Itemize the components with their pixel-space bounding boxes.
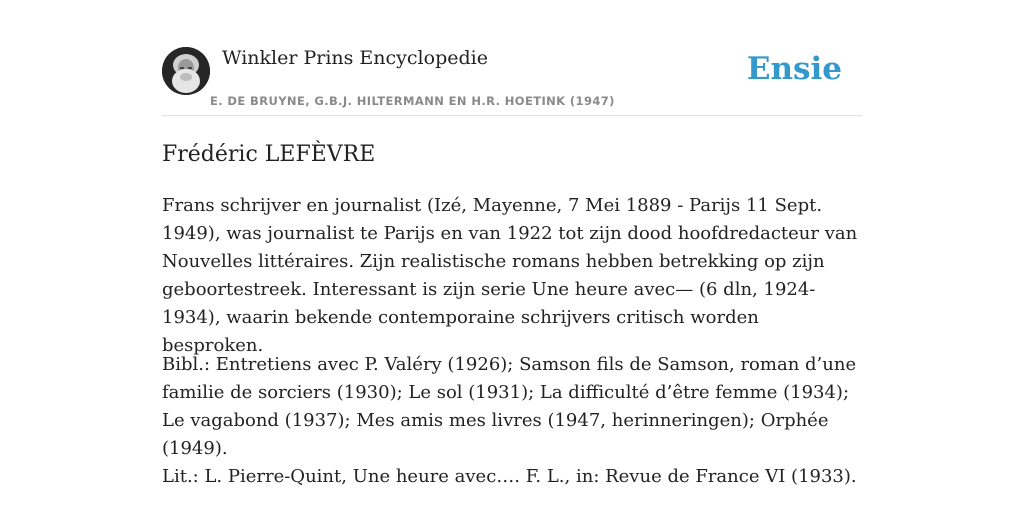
- article-paragraph-description: Frans schrijver en journalist (Izé, Mayenne, 7 Mei 1889 - Parijs 11 Sept. 1949), was journalist te Parijs en van 1922 tot zijn dood hoofdredacteur van Nouvelles littéraires. Zijn realistische romans hebben betrekking op zijn geboortestreek. Interessant is zijn serie Une heure avec— (6 dln, 1924-1934), waarin bekende contemporaine schrijvers critisch worden besproken.: [162, 195, 858, 356]
- author-portrait-avatar: [162, 47, 210, 95]
- portrait-icon: [162, 47, 210, 95]
- article-paragraph-literature: Lit.: L. Pierre-Quint, Une heure avec…. F. L., in: Revue de France VI (1933).: [162, 466, 857, 487]
- encyclopedia-title[interactable]: Winkler Prins Encyclopedie: [222, 47, 488, 69]
- authors-line: E. DE BRUYNE, G.B.J. HILTERMANN EN H.R. HOETINK (1947): [210, 94, 615, 108]
- page: [162, 0, 862, 512]
- brand-logo-link[interactable]: Ensie: [746, 51, 842, 87]
- header-divider: [162, 115, 862, 116]
- article-paragraph-bibliography: Bibl.: Entretiens avec P. Valéry (1926); Samson fils de Samson, roman d’une familie de sorciers (1930); Le sol (1931); La difficulté d’être femme (1934); Le vagabond (1937); Mes amis mes livres (1947, herinneringen); Orphée (1949).: [162, 354, 857, 459]
- article-title: Frédéric LEFÈVRE: [162, 142, 376, 167]
